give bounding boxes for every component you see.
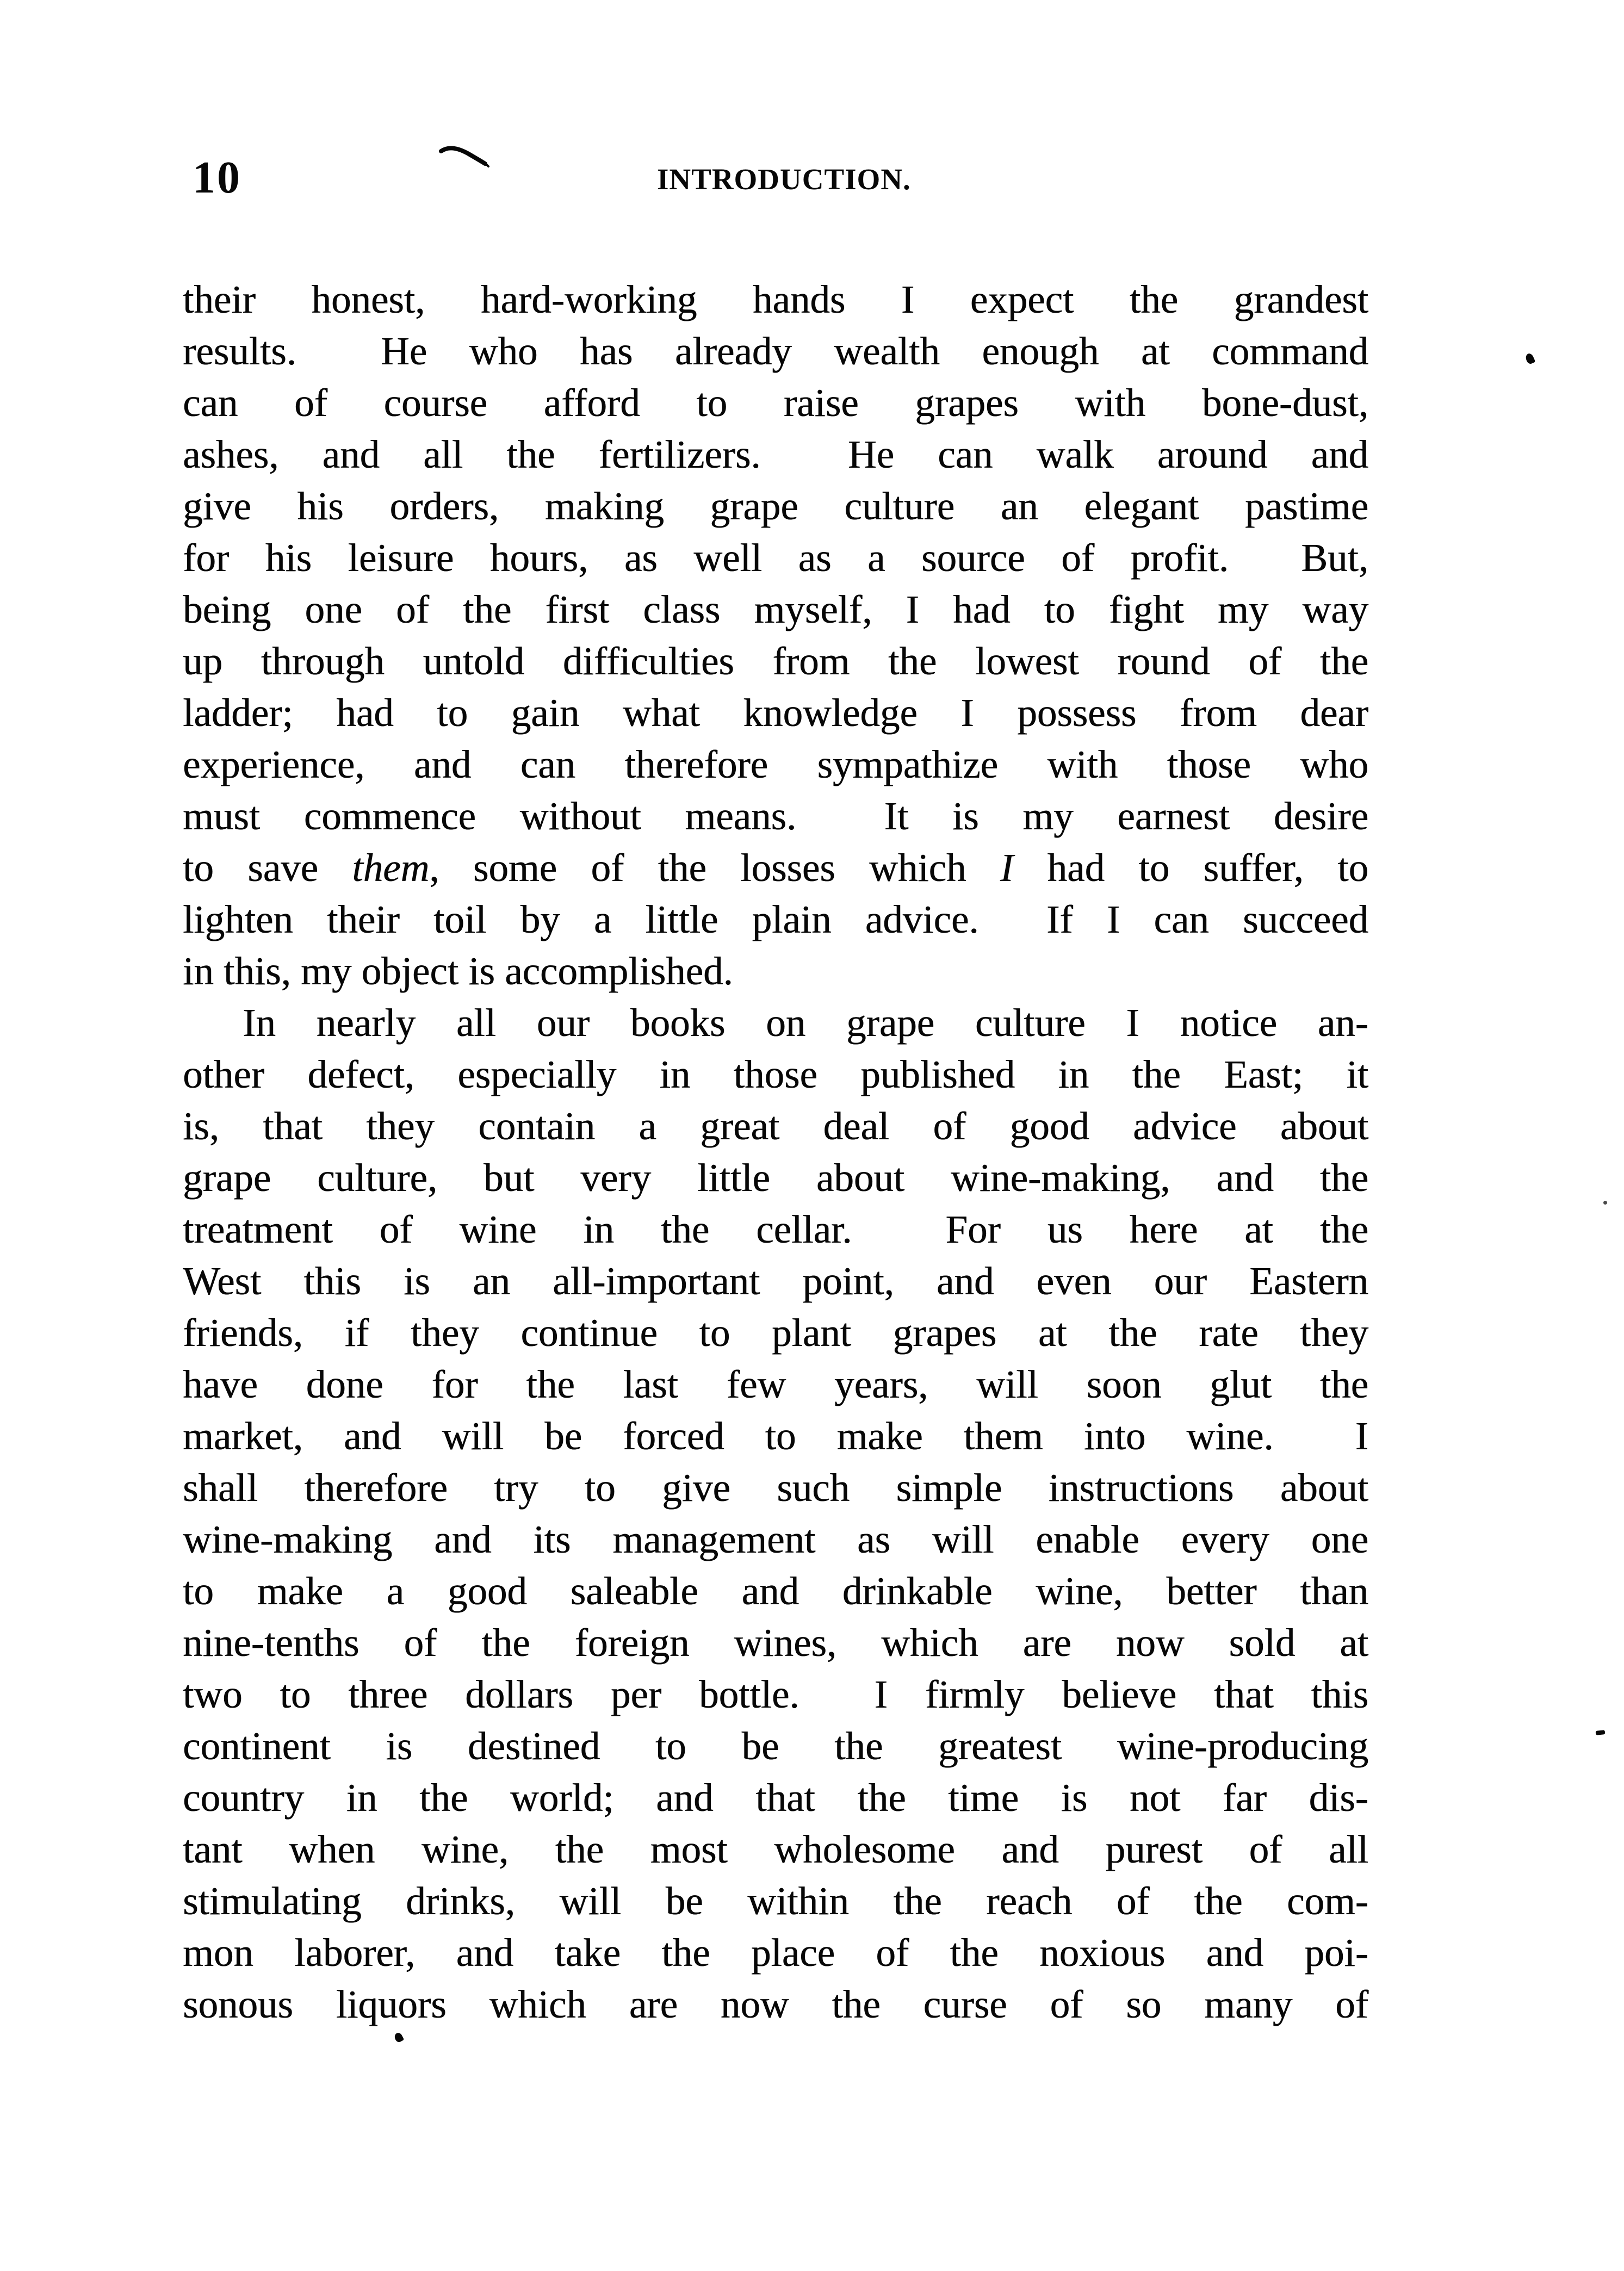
text-line: experience, and can therefore sympathize with those who	[183, 742, 1368, 786]
ink-stroke-artifact	[438, 145, 491, 169]
text-line: to save them, some of the losses which I had to suffer, to	[183, 846, 1368, 890]
text-line: up through untold difficulties from the lowest round of the	[183, 639, 1368, 683]
text-line: ashes, and all the fertilizers. He can walk around and	[183, 432, 1368, 476]
text-line: to make a good saleable and drinkable wine, better than	[183, 1569, 1368, 1613]
ink-dot-artifact	[1603, 1201, 1607, 1205]
text-line: ladder; had to gain what knowledge I possess from dear	[183, 691, 1368, 735]
text-line: results. He who has already wealth enough at command	[183, 329, 1368, 373]
ink-comma-artifact	[1524, 352, 1536, 365]
text-line: In nearly all our books on grape culture I notice an-	[243, 1001, 1368, 1045]
text-line: shall therefore try to give such simple instructions about	[183, 1466, 1368, 1510]
text-line: friends, if they continue to plant grapes at the rate they	[183, 1311, 1368, 1355]
text-line: their honest, hard-working hands I expect the grandest	[183, 277, 1368, 321]
text-line: sonous liquors which are now the curse of so many of	[183, 1982, 1368, 2026]
text-line: tant when wine, the most wholesome and purest of all	[183, 1827, 1368, 1871]
text-line: in this, my object is accomplished.	[183, 949, 733, 993]
text-line: must commence without means. It is my earnest desire	[183, 794, 1368, 838]
text-line: is, that they contain a great deal of good advice about	[183, 1104, 1368, 1148]
text-line: two to three dollars per bottle. I firmly believe that this	[183, 1672, 1368, 1716]
text-line: wine-making and its management as will enable every one	[183, 1517, 1368, 1561]
text-line: lighten their toil by a little plain advice. If I can succeed	[183, 897, 1368, 941]
text-line: have done for the last few years, will soon glut the	[183, 1362, 1368, 1406]
text-line: being one of the first class myself, I had to fight my way	[183, 587, 1368, 631]
text-line: grape culture, but very little about wine-making, and the	[183, 1156, 1368, 1200]
text-line: nine-tenths of the foreign wines, which are now sold at	[183, 1621, 1368, 1665]
ink-dash-artifact	[1596, 1730, 1606, 1735]
text-line: treatment of wine in the cellar. For us here at the	[183, 1207, 1368, 1251]
ink-speck-artifact	[393, 2032, 404, 2044]
text-line: mon laborer, and take the place of the noxious and poi-	[183, 1931, 1368, 1975]
text-line: West this is an all-important point, and even our Eastern	[183, 1259, 1368, 1303]
text-line: other defect, especially in those published in the East; it	[183, 1052, 1368, 1096]
text-line: for his leisure hours, as well as a source of profit. But,	[183, 536, 1368, 580]
text-line: can of course afford to raise grapes with bone-dust,	[183, 381, 1368, 425]
page-number: 10	[193, 152, 241, 203]
text-line: country in the world; and that the time is not far dis-	[183, 1776, 1368, 1820]
text-line: stimulating drinks, will be within the reach of the com-	[183, 1879, 1368, 1923]
text-line: market, and will be forced to make them into wine. I	[183, 1414, 1368, 1458]
text-line: give his orders, making grape culture an elegant pastime	[183, 484, 1368, 528]
running-header: INTRODUCTION.	[657, 163, 911, 196]
body-text	[183, 274, 1368, 2030]
text-line: continent is destined to be the greatest wine-producing	[183, 1724, 1368, 1768]
